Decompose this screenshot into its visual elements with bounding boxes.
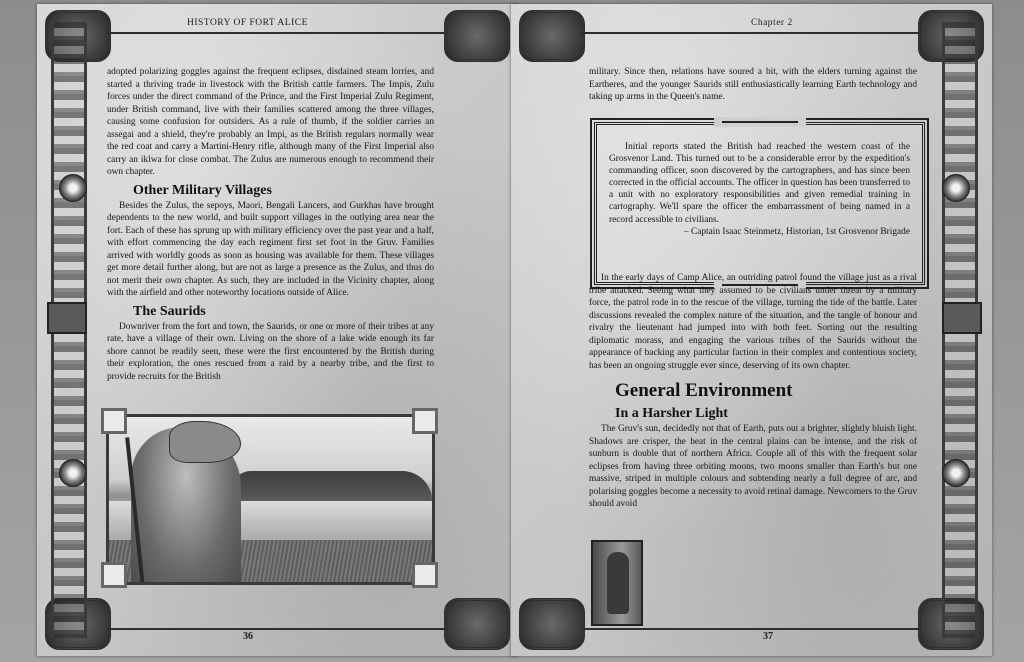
flower-ornament-icon [59,174,87,202]
ornate-corner-icon [444,598,510,650]
tree-line [229,471,432,501]
subheading: In a Harsher Light [615,406,728,421]
section-heading: Other Military Villages [133,182,272,198]
paragraph: military. Since then, relations have soured a bit, with the elders turning against the Eartheres, and the younger Saurids still enthusiastically learning Earth technology and taking up arms in the Queen's name. [589,67,917,102]
quote-attribution: – Captain Isaac Steinmetz, Historian, 1st Grosvenor Brigade [683,226,910,237]
photo-corner-icon [101,562,127,588]
sidebar-quote-box [594,122,925,285]
paragraph: In the early days of Camp Alice, an outriding patrol found the village just as a rival tribe attacked. Seeing what they assumed to be civilians under threat by a military force, the patrol rode in to the rescue of the village, turning the tide of the battle. Later discussions revealed the complex nature of the situation, and the tangle of honour and rivalry the lieutenant had jumped into with both feet. Sorting out the resulting diplomatic morass, and engaging the various tribes of the Saurids without the appearance of backing any particular faction in their complex and contentious society, has been an ongoing struggle ever since, deserving of its own chapter. [589,273,917,371]
section-heading: The Saurids [133,303,206,319]
saurid-head [169,421,241,463]
right-top-text [589,66,917,104]
left-body-text [107,66,434,383]
flower-ornament-icon [942,459,970,487]
quote-paragraph: Initial reports stated the British had reached the western coast of the Grosvenor Land. This turned out to be a considerable error by the expedition's commanding officer, soon discovered by the cartographers, and has since been corrected in the official accounts. The officer in question has been transferred to a unit with no exploratory responsibilities and given remedial training in cartography. We'll spare the officer the embarrassment of being named in a record accessible to civilians. [609,142,910,225]
paragraph: The Gruv's sun, decidedly not that of Earth, puts out a brighter, slightly bluish light. Shadows are crisper, the heat in the central plains can be intense, and the risk of sunburn is double that of northern Africa. Couple all of this with the frequent solar eclipses from having three orbiting moons, two moons smaller than Earth's but one massive, striped in multiple colours and subtending nearly a full degree of arc, and polarising goggles become a necessity to avoid retinal damage. Newcomers to the Gruv should avoid [589,424,917,509]
sidebar-quote [609,141,910,238]
flower-ornament-icon [59,459,87,487]
photo-corner-icon [412,408,438,434]
chapter-section-heading: General Environment [615,380,793,401]
bottom-rule [581,628,922,630]
left-page [37,4,518,656]
ornate-corner-icon [519,10,585,62]
bottom-rule [107,628,448,630]
photo-corner-icon [412,562,438,588]
running-head: Chapter 2 [751,18,793,28]
doorway-illustration [591,540,643,626]
saurid-illustration [106,414,435,585]
hinge-ornament-icon [942,302,982,334]
page-number: 37 [763,631,773,642]
paragraph: adopted polarizing goggles against the frequent eclipses, disdained steam lorries, and started a thriving trade in livestock with the British cattle farmers. The Impis, Zulu forces under the direct command of the Prince, and the First Imperial Zulu Regiment, under British command, live with their families scattered among the three villages, causing some confusion for outsiders. As a rule of thumb, if the soldier carries an assegai and a shield, they're probably an Impi, as the British regulars normally wear the red coat and carry a Martini-Henry rifle, although many of the First Imperial also carry an iklwa for close combat. The Zulus are numerous enough to recommend their own chapter. [107,67,434,177]
right-page [511,4,992,656]
ornate-corner-icon [519,598,585,650]
top-rule [581,32,922,34]
paragraph: Besides the Zulus, the sepoys, Maori, Bengali Lancers, and Gurkhas have brought dependents to the new world, and built support villages in the outlying area near the fort. Each of these has sprung up with military efficiency over the past year and a half, with effort commencing the day each regiment first set foot in the Gruv. Families arrived with worldly goods as soon as housing was available for them. These villages get more detail further along, but are not as large a presence as the Zulus, and thus do not merit their own chapter. As such, they are included in the Vicinity chapter, along with the airfield and other noteworthy locations outside of Alice. [107,200,434,298]
flower-ornament-icon [942,174,970,202]
running-head: HISTORY OF FORT ALICE [187,18,308,28]
top-rule [107,32,448,34]
paragraph: Downriver from the fort and town, the Saurids, or one or more of their tribes at any rate, have a village of their own. Living on the shore of a lake wide enough its far shore cannot be readily seen, these were the first encountered by the British during their exploration, the ones rescued from a raid by a nearby tribe, and the first to provide recruits for the British [107,321,434,382]
photo-corner-icon [101,408,127,434]
page-number: 36 [243,631,253,642]
person-figure [607,552,629,614]
ornate-corner-icon [444,10,510,62]
flourish-icon [714,117,806,127]
right-body-text [589,272,917,511]
hinge-ornament-icon [47,302,87,334]
